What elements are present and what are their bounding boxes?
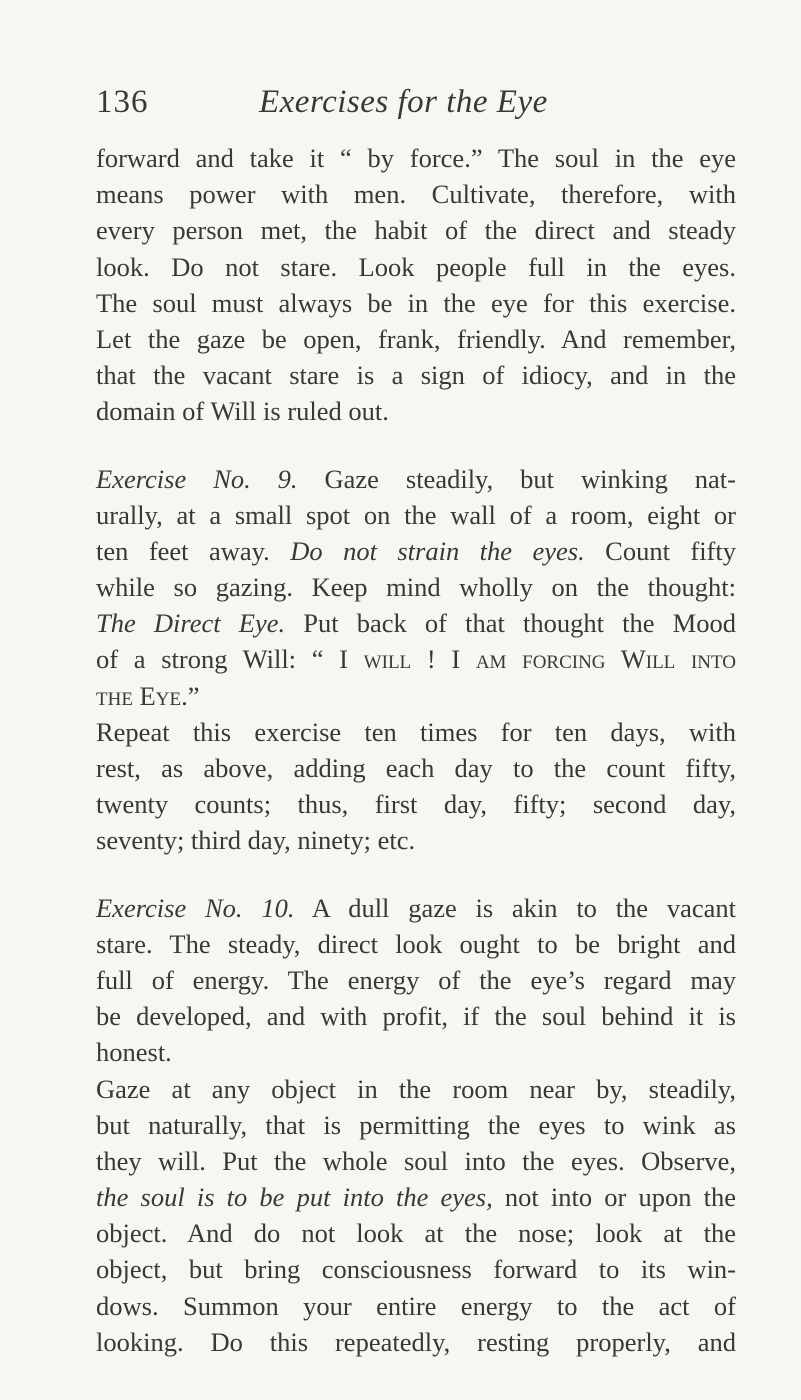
exercise-9-label: Exercise No. 9. <box>96 463 298 494</box>
text-line: means power with men. Cultivate, therefore, with <box>96 179 736 210</box>
text-line: Gaze at any object in the room near by, steadily, <box>96 1073 736 1104</box>
text-line: urally, at a small spot on the wall of a room, eight or <box>96 499 736 530</box>
text-span: Gaze steadily, but winking nat- <box>297 463 736 494</box>
text-line: while so gazing. Keep mind wholly on the thought: <box>96 572 736 603</box>
text-line <box>96 1179 736 1215</box>
text-line: object, but bring consciousness forward to its win- <box>96 1254 736 1285</box>
running-head <box>96 82 736 122</box>
text-line: domain of Will is ruled out. <box>96 396 389 427</box>
text-line: the Eye.” <box>96 680 200 711</box>
body-text <box>96 140 736 1360</box>
text-line: look. Do not stare. Look people full in the eyes. <box>96 251 736 282</box>
text-line: stare. The steady, direct look ought to be bright and <box>96 928 736 959</box>
text-span: Count fifty <box>584 535 736 566</box>
text-span: not into or upon the <box>492 1182 736 1213</box>
small-caps-text: “ I will ! I am forcing Will into <box>311 644 736 675</box>
text-line: dows. Summon your entire energy to the act of <box>96 1290 736 1321</box>
text-line <box>96 890 736 926</box>
text-line <box>96 605 736 641</box>
exercise-10-label: Exercise No. 10. <box>96 892 295 923</box>
text-span: Put back of that thought the Mood <box>285 608 736 639</box>
text-line: object. And do not look at the nose; look at the <box>96 1218 736 1249</box>
text-line: Let the gaze be open, frank, friendly. And remember, <box>96 323 736 354</box>
text-line: every person met, the habit of the direct and steady <box>96 215 736 246</box>
paragraph-gap <box>96 430 736 461</box>
text-span: A dull gaze is akin to the vacant <box>294 892 736 923</box>
text-line: Repeat this exercise ten times for ten days, with <box>96 716 736 747</box>
text-line <box>96 461 736 497</box>
paragraph-gap <box>96 859 736 890</box>
text-span: ten feet away. <box>96 535 291 566</box>
page-number: 136 <box>96 84 149 120</box>
text-line: honest. <box>96 1037 172 1068</box>
emphasis: The Direct Eye. <box>96 608 286 639</box>
text-line: forward and take it “ by force.” The soul in the eye <box>96 143 736 173</box>
emphasis: the soul is to be put into the eyes, <box>96 1182 493 1213</box>
text-line: that the vacant stare is a sign of idiocy, and in the <box>96 360 736 391</box>
text-line: seventy; third day, ninety; etc. <box>96 825 416 856</box>
text-line: but naturally, that is permitting the eyes to wink as <box>96 1109 736 1140</box>
text-line <box>96 641 736 677</box>
emphasis: Do not strain the eyes. <box>290 535 585 566</box>
running-title: Exercises for the Eye <box>259 84 548 120</box>
text-line: looking. Do this repeatedly, resting properly, and <box>96 1326 736 1357</box>
text-line: full of energy. The energy of the eye’s regard may <box>96 964 736 995</box>
text-line: be developed, and with profit, if the soul behind it is <box>96 1001 736 1032</box>
text-line <box>96 533 736 569</box>
text-span: of a strong Will: <box>96 644 312 675</box>
text-line: The soul must always be in the eye for this exercise. <box>96 287 736 318</box>
text-line: twenty counts; thus, first day, fifty; second day, <box>96 789 736 820</box>
text-line: they will. Put the whole soul into the eyes. Observe, <box>96 1145 736 1176</box>
text-line: rest, as above, adding each day to the count fifty, <box>96 753 736 783</box>
